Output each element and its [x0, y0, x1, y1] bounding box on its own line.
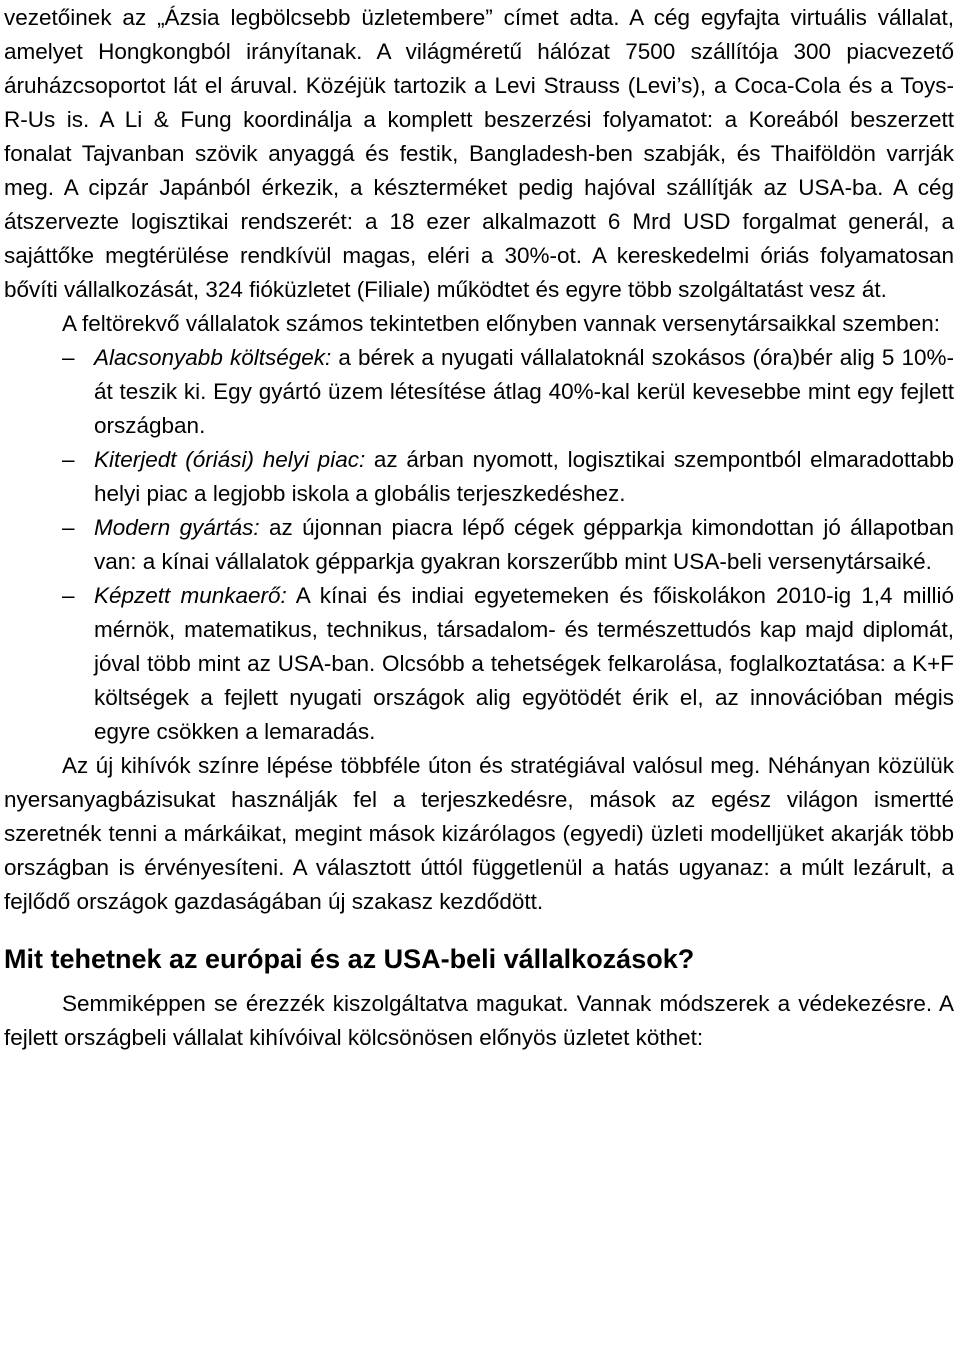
term-skilled-workforce: Képzett munkaerő:: [94, 583, 287, 608]
list-item-modern-production: [4, 511, 954, 579]
paragraph-li-fung: vezetőinek az „Ázsia legbölcsebb üzletembere” címet adta. A cég egyfajta virtuális vállalat, amelyet Hongkongból irányítanak. A világméretű hálózat 7500 szállítója 300 piacvezető áruházcsoportot lát el áruval. Közéjük tartozik a Levi Strauss (Levi’s), a Coca-Cola és a Toys-R-Us is. A Li & Fung koordinálja a komplett beszerzési folyamatot: a Koreából beszerzett fonalat Tajvanban szövik anyaggá és festik, Bangladesh-ben szabják, és Thaiföldön varrják meg. A cipzár Japánból érkezik, a készterméket pedig hajóval szállítják az USA-ba. A cég átszervezte logisztikai rendszerét: a 18 ezer alkalmazott 6 Mrd USD forgalmat generál, a sajáttőke megtérülése rendkívül magas, eléri a 30%-ot. A kereskedelmi óriás folyamatosan bővíti vállalkozását, 324 fióküzletet (Filiale) működtet és egyre több szolgáltatást vesz át.: [4, 5, 954, 302]
text-modern-production: az újonnan piacra lépő cégek gépparkja kimondottan jó állapotban van: a kínai vállalatok gépparkja gyakran korszerűbb mint USA-beli versenytársaiké.: [94, 515, 955, 574]
paragraph-new-challengers: Az új kihívók színre lépése többféle úton és stratégiával valósul meg. Néhányan közülük nyersanyagbázisukat használják fel a terjeszkedésre, mások az egész világon ismertté szeretnék tenni a márkáikat, megint mások kizárólagos (egyedi) üzleti modelljüket akarják több országban is érvényesíteni. A választott úttól függetlenül a hatás ugyanaz: a múlt lezárult, a fejlődő országok gazdaságában új szakasz kezdődött.: [4, 753, 954, 914]
advantages-list: [4, 341, 954, 749]
dash-bullet: –: [62, 583, 75, 608]
term-local-market: Kiterjedt (óriási) helyi piac:: [94, 447, 366, 472]
dash-bullet: –: [62, 515, 75, 540]
list-item-local-market: [4, 443, 954, 511]
list-item-lower-costs: [4, 341, 954, 443]
dash-bullet: –: [62, 447, 75, 472]
term-modern-production: Modern gyártás:: [94, 515, 260, 540]
text-local-market: az árban nyomott, logisztikai szempontból elmaradottabb helyi piac a legjobb iskola a globális terjeszkedéshez.: [94, 447, 954, 506]
dash-bullet: –: [62, 345, 75, 370]
text-lower-costs: a bérek a nyugati vállalatoknál szokásos (óra)bér alig 5 10%-át teszik ki. Egy gyártó üzem létesítése átlag 40%-kal kerül kevesebbe mint egy fejlett országban.: [94, 345, 954, 438]
section-heading: Mit tehetnek az európai és az USA-beli vállalkozások?: [4, 944, 695, 974]
list-item-skilled-workforce: [4, 579, 954, 749]
document-page: [4, 0, 954, 1055]
paragraph-defense: Semmiképpen se érezzék kiszolgáltatva magukat. Vannak módszerek a védekezésre. A fejlett országbeli vállalat kihívóival kölcsönösen előnyös üzletet köthet:: [4, 991, 954, 1050]
paragraph-advantages-intro: A feltörekvő vállalatok számos tekintetben előnyben vannak versenytársaikkal szemben:: [62, 311, 940, 336]
term-lower-costs: Alacsonyabb költségek:: [94, 345, 332, 370]
text-skilled-workforce: A kínai és indiai egyetemeken és főiskolákon 2010-ig 1,4 millió mérnök, matematikus, technikus, társadalom- és természettudós kap majd diplomát, jóval több mint az USA-ban. Olcsóbb a tehetségek felkarolása, foglalkoztatása: a K+F költségek a fejlett nyugati országok alig egyötödét érik el, az innovációban mégis egyre csökken a lemaradás.: [94, 583, 954, 744]
